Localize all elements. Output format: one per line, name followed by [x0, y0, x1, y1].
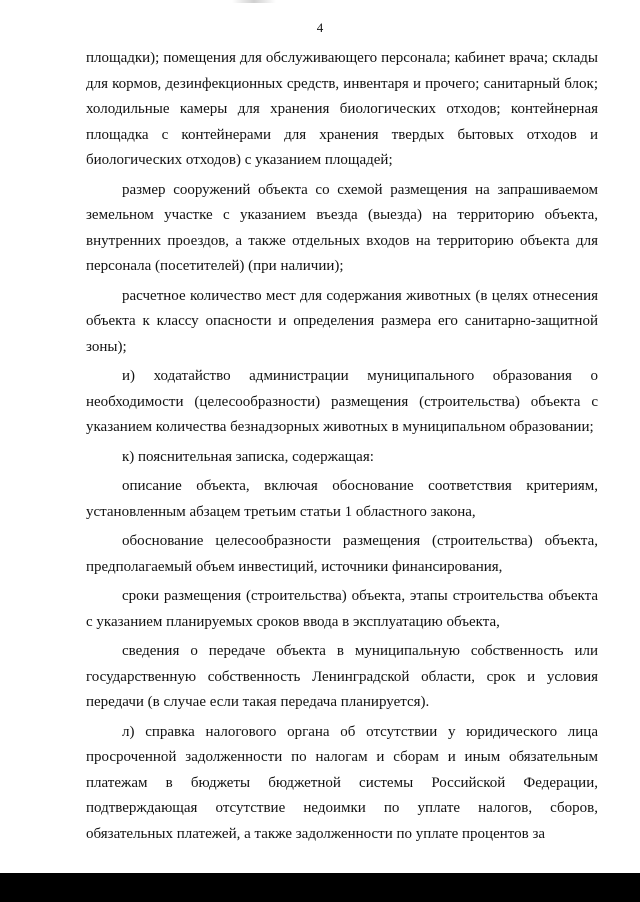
paragraph-facility-premises: площадки); помещения для обслуживающего персонала; кабинет врача; склады для кормов, дезинфекционных средств, инвентаря и прочего; санитарный блок; холодильные камеры для хранения биологических отходов; контейнерная площадка с контейнерами для хранения твердых бытовых отходов и биологических отходов) с указанием площадей; [86, 50, 598, 168]
paragraph-construction-timeline: сроки размещения (строительства) объекта, этапы строительства объекта с указанием планируемых сроков ввода в эксплуатацию объекта, [86, 588, 598, 630]
paragraph-item-l-tax-certificate: л) справка налогового органа об отсутствии у юридического лица просроченной задолженности по налогам и сборам и иным обязательным платежам в бюджеты бюджетной системы Российской Федерации, подтверждающая отсутствие недоимки по уплате налогов, сборов, обязательных платежей, а также задолженности по уплате процентов за [86, 723, 598, 842]
paragraph-object-description: описание объекта, включая обоснование соответствия критериям, установленным абзацем третьим статьи 1 областного закона, [86, 478, 598, 520]
paragraph-structure-size: размер сооружений объекта со схемой размещения на запрашиваемом земельном участке с указанием въезда (выезда) на территорию объекта, внутренних проездов, а также отдельных входов на территорию объекта для персонала (посетителей) (при наличии); [86, 181, 598, 274]
document-body [86, 46, 598, 847]
paragraph-ownership-transfer: сведения о передаче объекта в муниципальную собственность или государственную собственность Ленинградской области, срок и условия передачи (в случае если такая передача планируется). [86, 643, 598, 710]
paragraph-animal-capacity: расчетное количество мест для содержания животных (в целях отнесения объекта к классу опасности и определения размера его санитарно-защитной зоны); [86, 287, 598, 355]
paragraph-item-k-note: к) пояснительная записка, содержащая: [122, 448, 374, 465]
page-number: 4 [316, 20, 324, 35]
paragraph-feasibility: обоснование целесообразности размещения (строительства) объекта, предполагаемый объем инвестиций, источники финансирования, [86, 533, 598, 575]
scan-bottom-edge [0, 873, 640, 902]
paragraph-item-i-petition: и) ходатайство администрации муниципального образования о необходимости (целесообразности) размещения (строительства) объекта с указанием количества безнадзорных животных в муниципальном образовании; [86, 368, 598, 435]
scan-smudge [232, 0, 276, 3]
